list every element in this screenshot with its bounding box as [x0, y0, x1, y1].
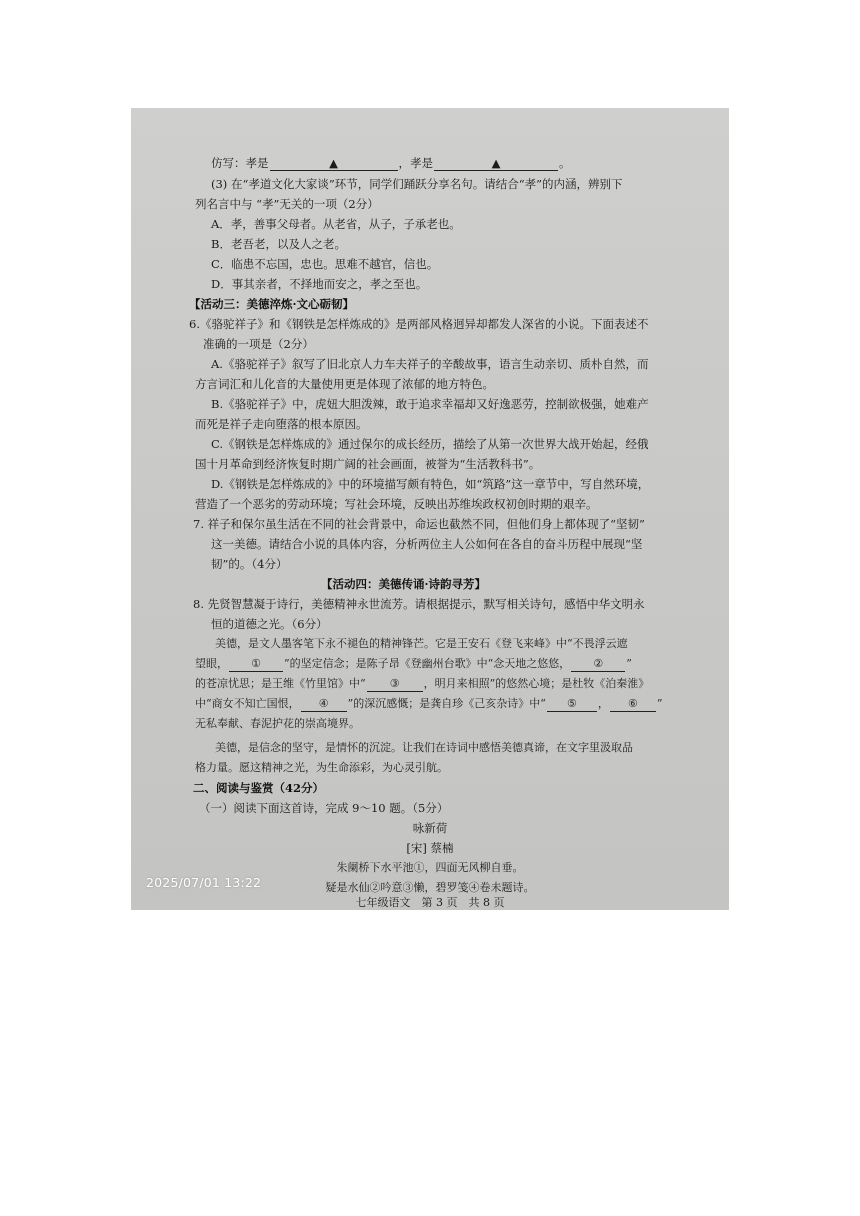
- activity-3-heading: 【活动三：美德淬炼·文心砺韧】: [189, 297, 355, 311]
- exam-page-photo: [131, 108, 729, 910]
- blank-number: ④: [318, 697, 329, 710]
- answer-blank-4[interactable]: [301, 697, 347, 712]
- q8-passage-line-1: 美德，是文人墨客笔下永不褪色的精神锋芒。它是王安石《登飞来峰》中“不畏浮云遮: [215, 637, 628, 650]
- q8-passage-text: 中“商女不知亡国恨，: [195, 697, 300, 710]
- q8-passage-text: ，明月来相照”的悠然心境；是杜牧《泊秦淮》: [423, 677, 650, 690]
- q3-option-c: C．临患不忘国，忠也。思难不越官，信也。: [211, 257, 439, 271]
- page-footer: 七年级语文 第 3 页 共 8 页: [355, 896, 505, 909]
- poem-line-2: 疑是水仙②吟意③懒，碧罗笺④卷未题诗。: [325, 881, 535, 894]
- photo-timestamp: 2025/07/01 13:22: [146, 875, 262, 890]
- poem-author: [宋] 蔡楠: [406, 841, 454, 855]
- part-1-instruction: （一）阅读下面这首诗，完成 9～10 题。（5分）: [199, 801, 449, 815]
- imitation-end: 。: [559, 156, 571, 170]
- q6-option-d-1: D.《钢铁是怎样炼成的》中的环境描写颇有特色，如“筑路”这一章节中，写自然环境，: [211, 477, 650, 491]
- activity-4-heading: 【活动四：美德传诵·诗韵寻芳】: [321, 577, 487, 591]
- q8-passage-line-6: 美德，是信念的坚守，是情怀的沉淀。让我们在诗词中感悟美德真谛，在文字里汲取品: [215, 741, 633, 754]
- triangle-mark: ▲: [491, 156, 501, 170]
- q8-passage-line-2: [195, 654, 632, 674]
- answer-blank-3[interactable]: [367, 677, 423, 692]
- imitation-label: 仿写：孝是: [211, 156, 269, 170]
- section-2-heading: 二、阅读与鉴赏（42分）: [193, 781, 325, 795]
- q8-passage-text: ”: [656, 697, 663, 710]
- imitation-line: [211, 153, 571, 173]
- imitation-mid: ，孝是: [398, 156, 433, 170]
- poem-line-1: 朱阑桥下水平池①，四面无风柳自垂。: [336, 861, 524, 874]
- q8-passage-line-5: 无私奉献、春泥护花的崇高境界。: [195, 717, 360, 730]
- q6-option-c-1: C.《钢铁是怎样炼成的》通过保尔的成长经历，描绘了从第一次世界大战开始起，经俄: [211, 437, 649, 451]
- q6-option-c-2: 国十月革命到经济恢复时期广阔的社会画面，被誉为“生活教科书”。: [195, 457, 541, 471]
- q8-passage-line-3: [195, 674, 649, 694]
- q6-line-1: 6.《骆驼祥子》和《钢铁是怎样炼成的》是两部风格迥异却都发人深省的小说。下面表述不: [189, 317, 649, 331]
- q8-line-2: 恒的道德之光。（6分）: [211, 617, 328, 631]
- imitation-blank-1: [270, 156, 398, 171]
- triangle-mark: ▲: [329, 156, 338, 170]
- q8-passage-line-7: 格力量。愿这精神之光，为生命添彩，为心灵引航。: [195, 761, 448, 774]
- q8-passage-text: 的苍凉忧思；是王维《竹里馆》中“: [195, 677, 366, 690]
- q6-line-2: 准确的一项是（2分）: [203, 337, 314, 351]
- blank-number: ⑤: [566, 697, 577, 710]
- q7-line-2: 这一美德。请结合小说的具体内容，分析两位主人公如何在各自的奋斗历程中展现“坚: [211, 537, 643, 551]
- q3-option-a: A．孝，善事父母者。从老省，从子，子承老也。: [211, 217, 461, 231]
- q3-option-d: D．事其亲者，不择地而安之，孝之至也。: [211, 277, 428, 291]
- q8-passage-text: ”: [626, 657, 632, 670]
- q6-option-b-1: B.《骆驼祥子》中，虎妞大胆泼辣，敢于追求幸福却又好逸恶劳，控制欲极强，她难产: [211, 397, 649, 411]
- q8-passage-text: ，: [597, 697, 609, 710]
- blank-number: ③: [389, 677, 400, 690]
- answer-blank-1[interactable]: [229, 657, 283, 672]
- q8-line-1: 8. 先贤智慧凝于诗行，美德精神永世流芳。请根据提示，默写相关诗句，感悟中华文明永: [193, 597, 645, 611]
- q8-passage-text: ”的深沉感慨；是龚自珍《己亥杂诗》中“: [347, 697, 546, 710]
- q3-line-1: (3) 在“孝道文化大家谈”环节，同学们踊跃分享名句。请结合“孝”的内涵，辨别下: [211, 177, 623, 191]
- answer-blank-6[interactable]: [610, 697, 656, 712]
- imitation-blank-2: [434, 156, 558, 171]
- answer-blank-2[interactable]: [571, 657, 625, 672]
- q6-option-d-2: 营造了一个恶劣的劳动环境；写社会环境，反映出苏维埃政权初创时期的艰辛。: [195, 497, 598, 511]
- q3-option-b: B．老吾老，以及人之老。: [211, 237, 346, 251]
- q7-line-3: 韧”的。（4分）: [211, 557, 288, 571]
- q8-passage-text: ”的坚定信念；是陈子昂《登幽州台歌》中“念天地之悠悠，: [284, 657, 571, 670]
- q6-option-a-1: A.《骆驼祥子》叙写了旧北京人力车夫祥子的辛酸故事，语言生动亲切、质朴自然，而: [211, 357, 649, 371]
- q8-passage-text: 望眼，: [195, 657, 228, 670]
- blank-number: ①: [251, 657, 261, 670]
- q8-passage-line-4: [195, 694, 663, 714]
- q6-option-a-2: 方言词汇和儿化音的大量使用更是体现了浓郁的地方特色。: [195, 377, 494, 391]
- q6-option-b-2: 而死是祥子走向堕落的根本原因。: [195, 417, 368, 431]
- q7-line-1: 7. 祥子和保尔虽生活在不同的社会背景中，命运也截然不同，但他们身上都体现了“坚韧”: [193, 517, 645, 531]
- q3-line-2: 列名言中与 “孝”无关的一项（2分）: [195, 197, 379, 211]
- poem-title: 咏新荷: [412, 821, 448, 835]
- exam-page-content: [131, 108, 729, 910]
- blank-number: ②: [593, 657, 604, 670]
- answer-blank-5[interactable]: [547, 697, 597, 712]
- blank-number: ⑥: [627, 697, 638, 710]
